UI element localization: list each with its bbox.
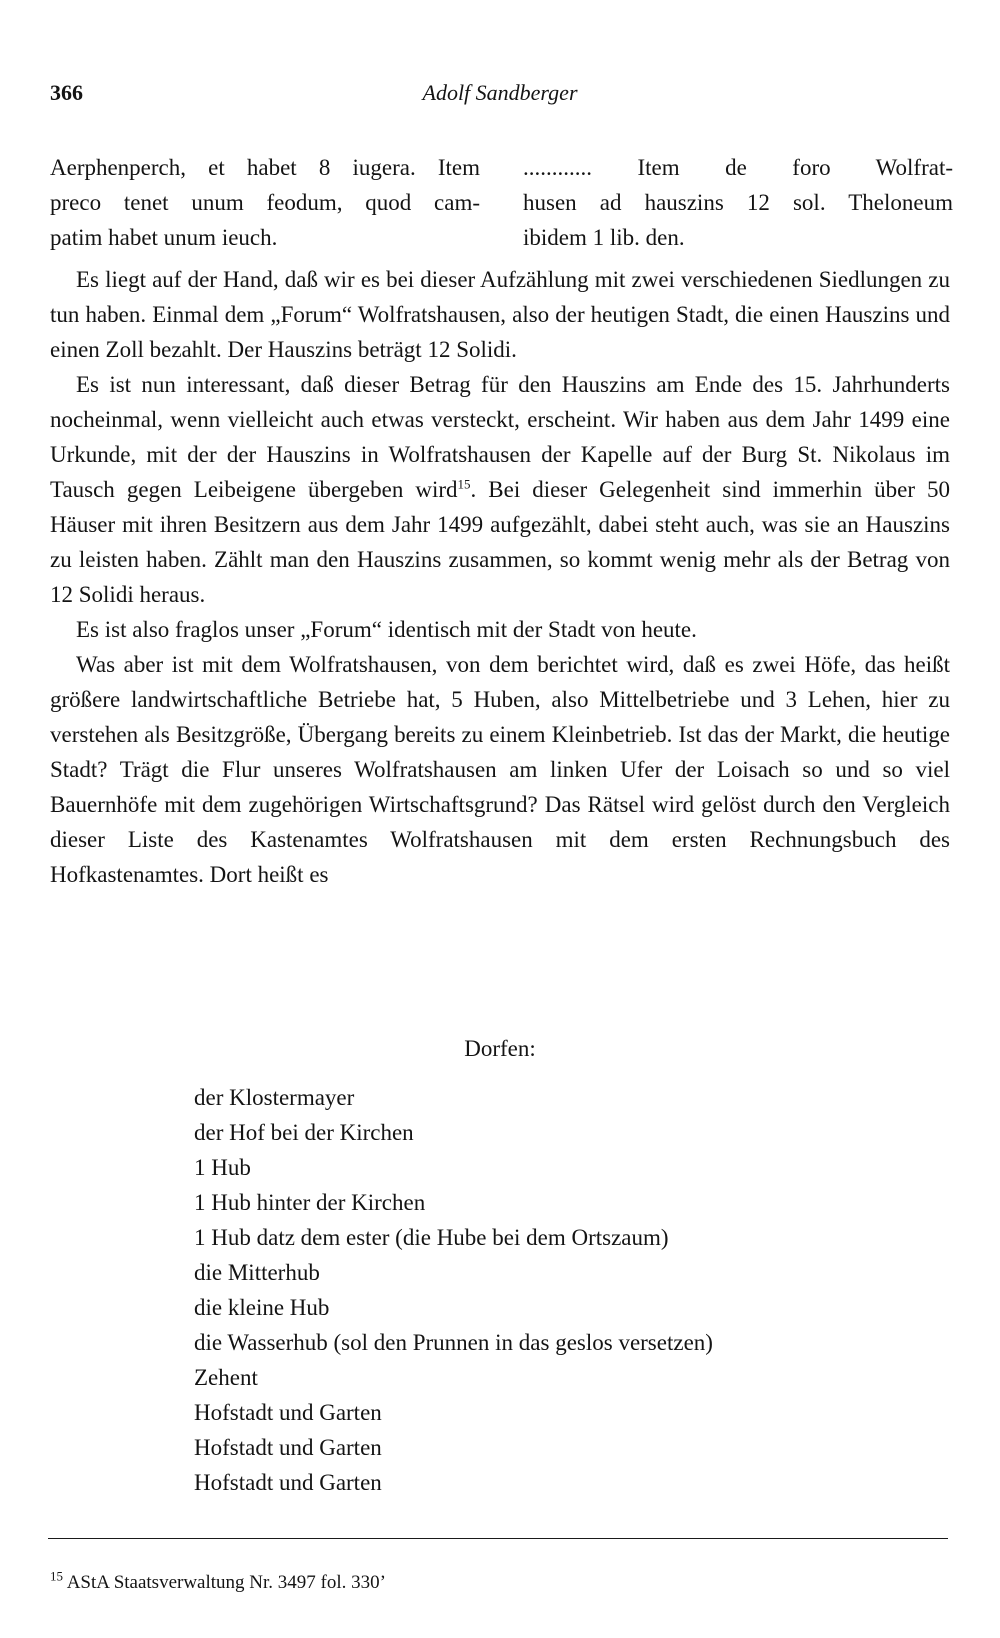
running-header <box>50 80 950 110</box>
left-column-line: Aerphenperch, et habet 8 iugera. Item <box>50 155 480 180</box>
page-number: 366 <box>50 80 83 105</box>
main-text <box>50 262 950 892</box>
left-column <box>50 150 480 255</box>
list-item: der Klostermayer <box>194 1085 355 1110</box>
left-column-line: preco tenet unum feodum, quod cam- <box>50 190 480 215</box>
footnote-number: 15 <box>50 1568 63 1584</box>
list-item: die Wasserhub (sol den Prunnen in das geslos versetzen) <box>194 1330 713 1355</box>
list-item: 1 Hub <box>194 1155 251 1180</box>
list-item: die kleine Hub <box>194 1295 330 1320</box>
list-item: der Hof bei der Kirchen <box>194 1120 414 1145</box>
list-item: Hofstadt und Garten <box>194 1400 382 1425</box>
dorfen-list <box>194 1080 713 1500</box>
right-column <box>523 150 953 255</box>
right-column-line: ............ Item de foro Wolfrat- <box>523 155 953 180</box>
footnote-reference[interactable]: 15 <box>457 476 471 492</box>
list-item: 1 Hub hinter der Kirchen <box>194 1190 426 1215</box>
list-item: Zehent <box>194 1365 258 1390</box>
paragraph <box>50 367 950 612</box>
right-column-line: husen ad hauszins 12 sol. Theloneum <box>523 190 953 215</box>
list-item: Hofstadt und Garten <box>194 1435 382 1460</box>
list-heading: Dorfen: <box>464 1036 536 1061</box>
left-column-line: patim habet unum ieuch. <box>50 225 278 250</box>
paragraph: Was aber ist mit dem Wolfratshausen, von dem berichtet wird, daß es zwei Höfe, das heißt größere landwirtschaftliche Betriebe hat, 5 Huben, also Mittelbetriebe und 3 Lehen, hier zu verstehen als Besitzgröße, Übergang bereits zu einem Kleinbetrieb. Ist das der Markt, die heutige Stadt? Trägt die Flur unseres Wolfratshausen am linken Ufer der Loisach so und so viel Bauernhöfe mit dem zugehörigen Wirtschaftsgrund? Das Rätsel wird gelöst durch den Vergleich dieser Liste des Kastenamtes Wolfratshausen mit dem ersten Rechnungsbuch des Hofkastenamtes. Dort heißt es <box>50 652 950 887</box>
footnote-text: AStA Staatsverwaltung Nr. 3497 fol. 330’ <box>66 1572 386 1593</box>
running-header-author: Adolf Sandberger <box>422 80 578 105</box>
paragraph: Es ist also fraglos unser „Forum“ identisch mit der Stadt von heute. <box>76 617 697 642</box>
list-item: 1 Hub datz dem ester (die Hube bei dem Ortszaum) <box>194 1225 669 1250</box>
paragraph-text: Es ist nun interessant, daß dieser Betrag für den Hauszins am Ende des 15. Jahrhunderts nocheinmal, wenn vielleicht auch etwas versteckt, erscheint. Wir haben aus dem Jahr 1499 eine Urkunde, mit der der Hauszins in Wolfratshausen der Kapelle auf der Burg St. Nikolaus im Tausch gegen Leibeigene übergeben wird <box>50 372 950 502</box>
right-column-line: ibidem 1 lib. den. <box>523 225 685 250</box>
paragraph: Es liegt auf der Hand, daß wir es bei dieser Aufzählung mit zwei verschiedenen Siedlungen zu tun haben. Einmal dem „Forum“ Wolfratshausen, also der heutigen Stadt, die einen Hauszins und einen Zoll bezahlt. Der Hauszins beträgt 12 Solidi. <box>50 267 950 362</box>
list-item: die Mitterhub <box>194 1260 320 1285</box>
list-item: Hofstadt und Garten <box>194 1470 382 1495</box>
footnote <box>50 1568 386 1594</box>
footnote-divider <box>48 1538 948 1539</box>
latin-source-excerpt <box>50 150 953 250</box>
paragraph-text: . Bei dieser Gelegenheit sind immerhin über 50 Häuser mit ihren Besitzern aus dem Jahr 1499 aufgezählt, dabei steht auch, was sie an Hauszins zu leisten haben. Zählt man den Hauszins zusammen, so kommt wenig mehr als der Betrag von 12 Solidi heraus. <box>50 477 950 607</box>
